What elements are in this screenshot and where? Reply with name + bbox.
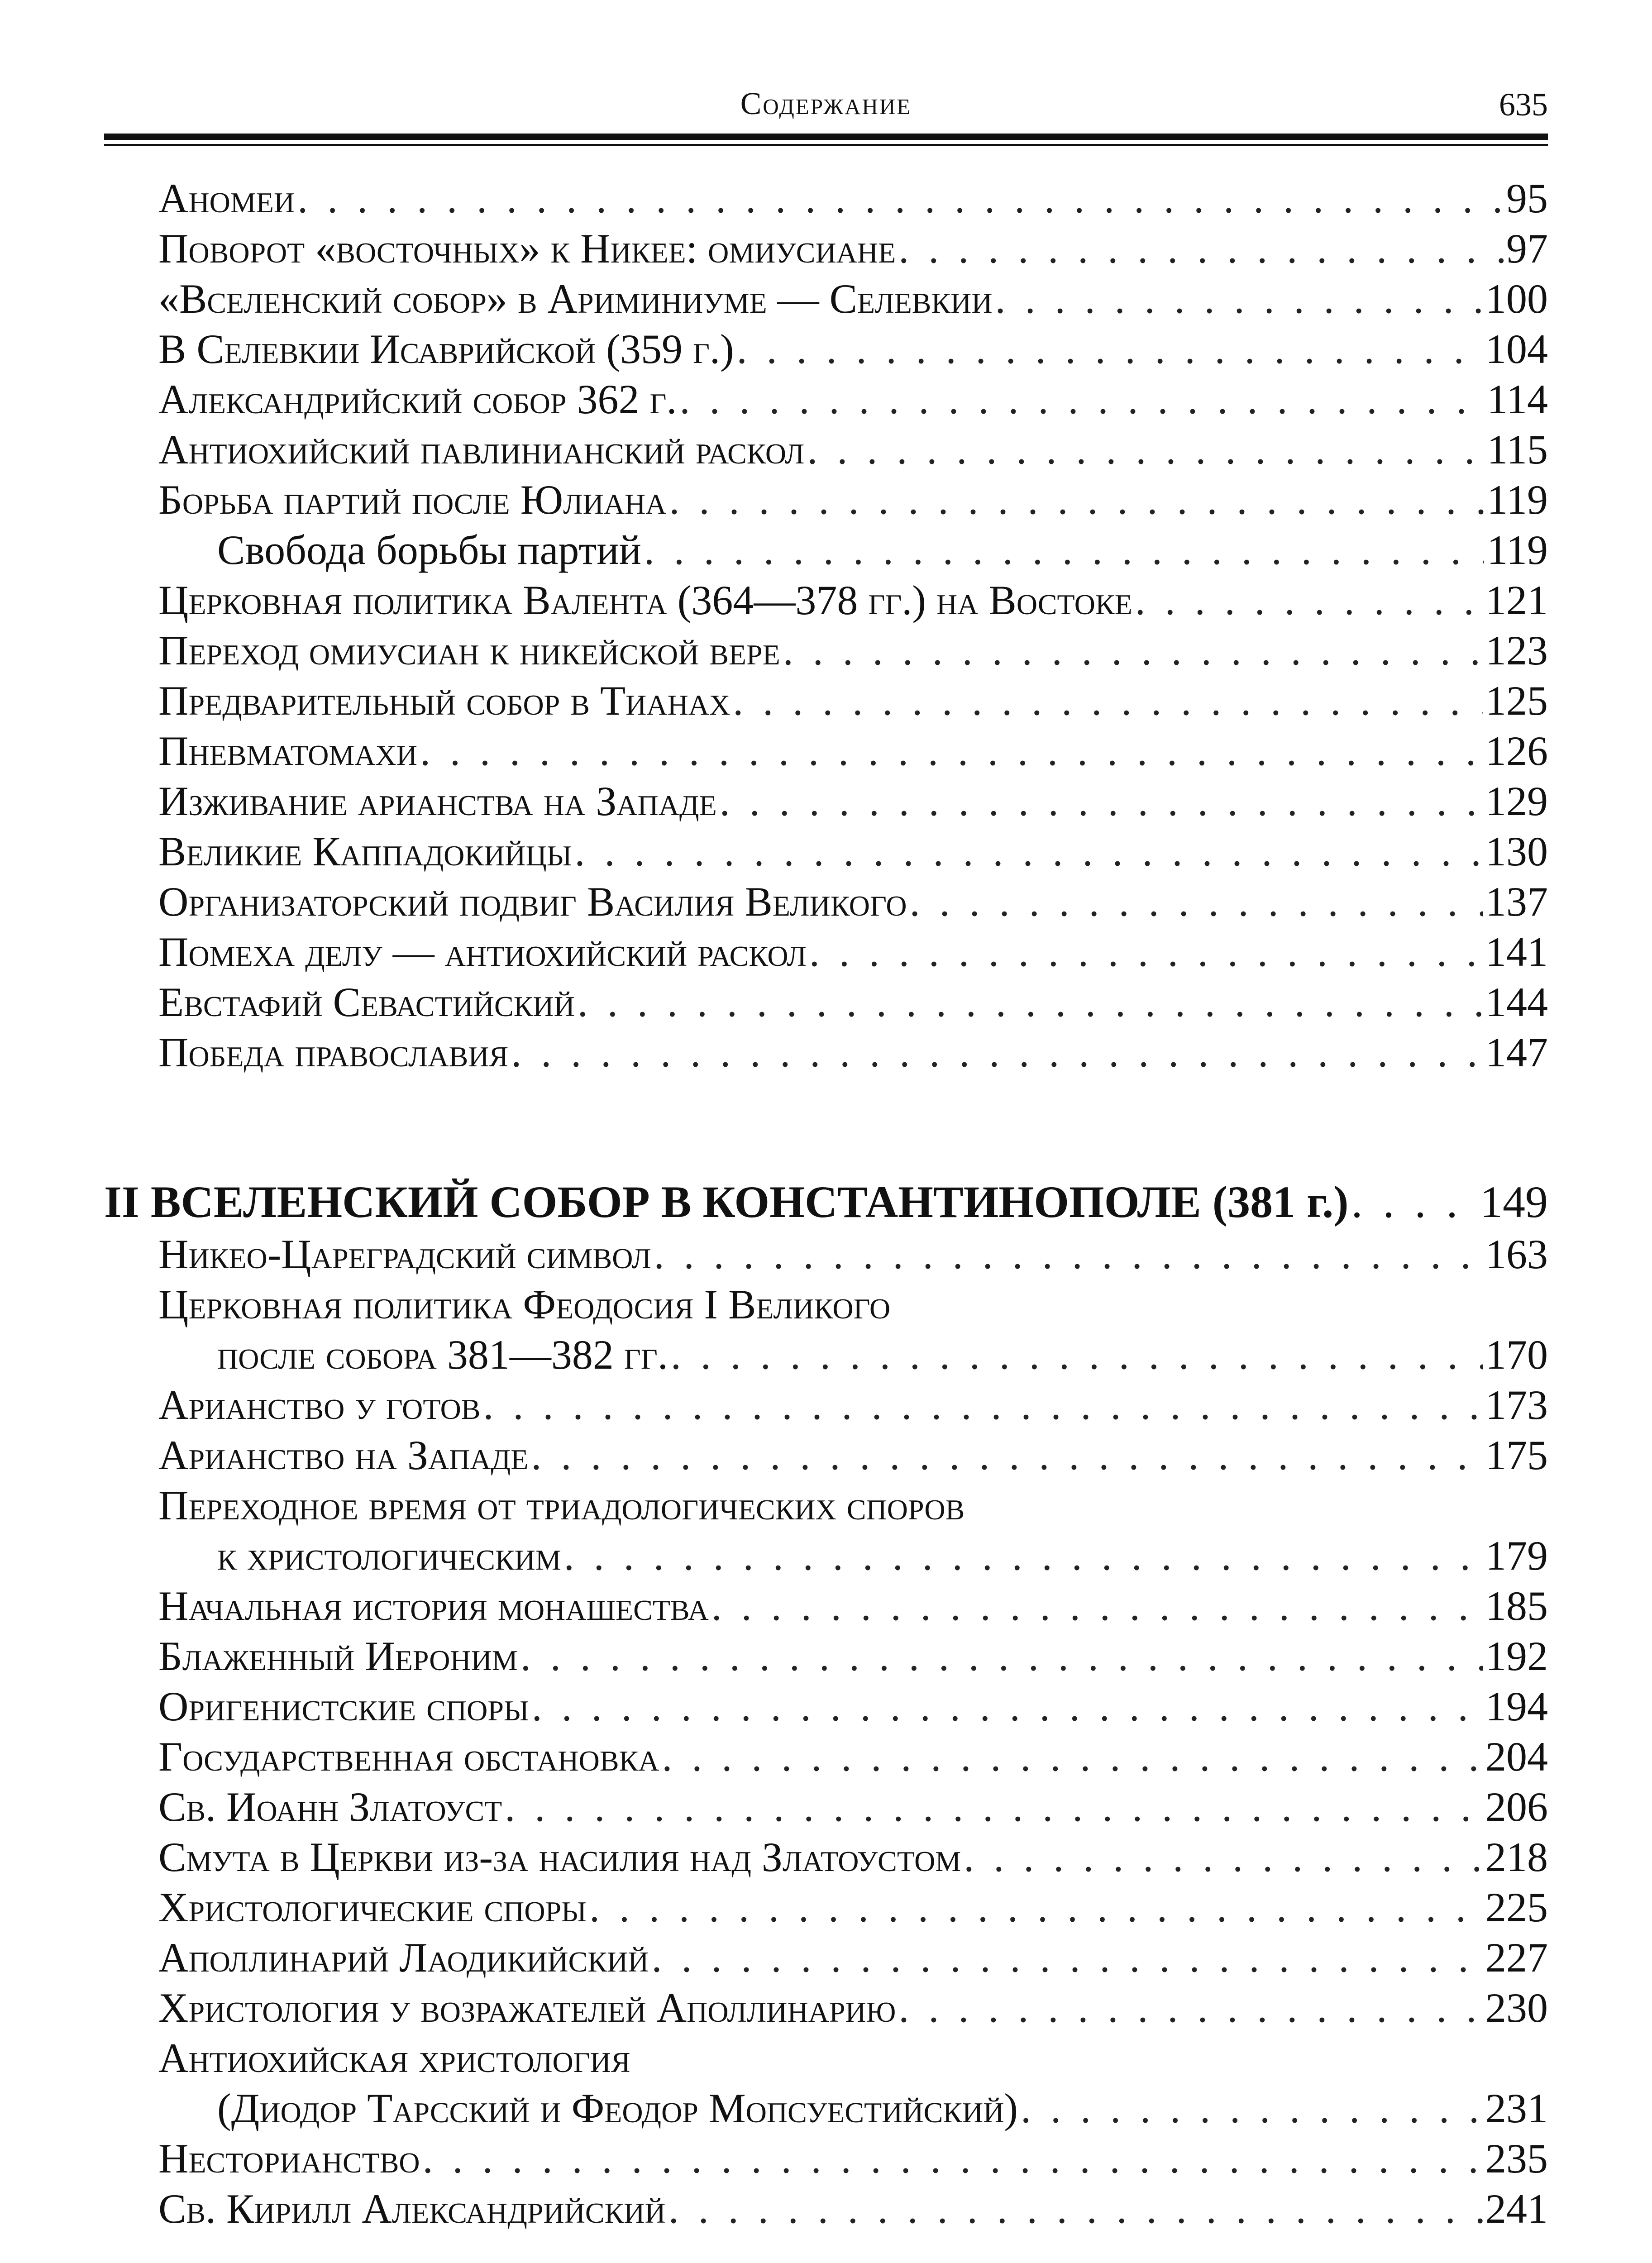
toc-entry-page: 114: [1487, 376, 1548, 422]
toc-entry-page: 119: [1487, 477, 1548, 523]
dot-leader: [737, 325, 1483, 373]
toc-entry[interactable]: [0, 1532, 1548, 1582]
toc-entry-title: «Вселенский собор» в Ариминиуме — Селевкии: [158, 276, 993, 322]
toc-entry-page: 230: [1485, 1985, 1548, 2031]
dot-leader: [898, 224, 1504, 272]
toc-entry-page: 147: [1485, 1029, 1548, 1075]
toc-section-b: [0, 1230, 1548, 2235]
page-header: [104, 77, 1548, 145]
toc-entry-title: Христологические споры: [158, 1884, 587, 1930]
toc-entry-page: 129: [1485, 778, 1548, 824]
toc-entry[interactable]: [0, 2185, 1548, 2235]
toc-entry-title: Помеха делу — антиохийский раскол: [158, 929, 807, 975]
toc-entry-page: 241: [1485, 2186, 1548, 2232]
toc-entry-title: Арианство у готов: [158, 1382, 481, 1428]
dot-leader: [505, 1783, 1483, 1831]
toc-entry-title: Несторианство: [158, 2135, 420, 2182]
toc-entry-page: 104: [1485, 326, 1548, 372]
toc-entry-page: 100: [1485, 276, 1548, 322]
dot-leader: [511, 1028, 1483, 1076]
toc-entry[interactable]: [0, 425, 1548, 476]
toc-entry-title: Евстафий Севастийский: [158, 979, 575, 1025]
toc-entry-title: Государственная обстановка: [158, 1733, 659, 1780]
toc-entry[interactable]: [0, 1783, 1548, 1833]
dot-leader: [520, 1632, 1483, 1680]
dot-leader: [964, 1833, 1483, 1881]
toc-entry[interactable]: [0, 275, 1548, 325]
toc-entry-title: Антиохийская христология: [158, 2035, 630, 2081]
running-head: Содержание: [740, 86, 912, 121]
dot-leader: [651, 1934, 1483, 1981]
header-rule-thin: [104, 144, 1548, 146]
chapter-heading[interactable]: [0, 1176, 1548, 1230]
toc-entry[interactable]: [0, 928, 1548, 978]
toc-entry[interactable]: [0, 1934, 1548, 1984]
toc-entry-page: 115: [1487, 426, 1548, 473]
toc-entry[interactable]: [0, 526, 1548, 576]
page-number: 635: [1499, 86, 1548, 123]
toc-entry-title: Изживание арианства на Западе: [158, 778, 717, 824]
toc-entry[interactable]: [0, 1381, 1548, 1431]
toc-entry-title: Антиохийский павлинианский раскол: [158, 426, 805, 473]
toc-entry[interactable]: [0, 978, 1548, 1028]
dot-leader: [711, 1582, 1483, 1630]
toc-entry-page: 227: [1485, 1934, 1548, 1981]
toc-entry-title: к христологическим: [217, 1533, 561, 1579]
dot-leader: [807, 425, 1484, 473]
toc-entry-title: Переходное время от триадологических споров: [158, 1482, 965, 1528]
toc-entry: [0, 2034, 1548, 2084]
dot-leader: [483, 1381, 1483, 1429]
toc-entry-page: 185: [1485, 1583, 1548, 1629]
toc-entry[interactable]: [0, 1833, 1548, 1883]
toc-entry[interactable]: [0, 2134, 1548, 2185]
toc-section-a: [0, 174, 1548, 1079]
toc-entry[interactable]: [0, 375, 1548, 425]
dot-leader: [733, 677, 1483, 725]
toc-entry[interactable]: [0, 1883, 1548, 1934]
dot-leader: [898, 1984, 1483, 2032]
toc-entry-title: Оригенистские споры: [158, 1683, 529, 1729]
toc-entry[interactable]: [0, 1582, 1548, 1632]
dot-leader: [1351, 1176, 1477, 1228]
dot-leader: [783, 626, 1483, 674]
toc-entry-title: Предварительный собор в Тианах: [158, 678, 731, 724]
toc-entry-page: 125: [1485, 678, 1548, 724]
toc-entry[interactable]: [0, 626, 1548, 677]
toc-entry-page: 123: [1485, 627, 1548, 673]
table-of-contents: [0, 174, 1548, 2235]
toc-entry-title: Церковная политика Валента (364—378 гг.) на Востоке: [158, 577, 1132, 623]
dot-leader: [662, 1733, 1483, 1781]
toc-entry-title: Св. Кирилл Александрийский: [158, 2186, 666, 2232]
header-rule-thick: [104, 134, 1548, 140]
toc-entry-title: после собора 381—382 гг.: [217, 1332, 668, 1378]
toc-entry-page: 95: [1506, 175, 1548, 221]
toc-entry-page: 137: [1485, 878, 1548, 925]
toc-entry-title: В Селевкии Исаврийской (359 г.): [158, 326, 734, 372]
toc-entry-title: Св. Иоанн Златоуст: [158, 1784, 502, 1830]
dot-leader: [668, 2185, 1483, 2233]
toc-entry-page: 204: [1485, 1733, 1548, 1780]
toc-entry-title: Борьба партий после Юлиана: [158, 477, 667, 523]
toc-entry[interactable]: [0, 727, 1548, 777]
toc-entry-page: 194: [1485, 1683, 1548, 1729]
toc-entry-title: Арианство на Западе: [158, 1432, 529, 1478]
dot-leader: [531, 1431, 1483, 1479]
toc-entry-title: Смута в Церкви из-за насилия над Златоустом: [158, 1834, 961, 1880]
toc-entry-page: 121: [1485, 577, 1548, 623]
toc-entry-page: 192: [1485, 1633, 1548, 1679]
dot-leader: [575, 827, 1483, 875]
toc-entry[interactable]: [0, 174, 1548, 224]
dot-leader: [680, 375, 1485, 423]
toc-entry-page: 235: [1485, 2135, 1548, 2182]
toc-entry-title: Аполлинарий Лаодикийский: [158, 1934, 649, 1981]
toc-entry-page: 231: [1485, 2085, 1548, 2131]
toc-entry-title: Христология у возражателей Аполлинарию: [158, 1985, 896, 2031]
toc-entry-title: Великие Каппадокийцы: [158, 828, 572, 874]
dot-leader: [671, 1331, 1483, 1379]
toc-entry-page: 97: [1506, 225, 1548, 272]
toc-entry-page: 175: [1485, 1432, 1548, 1478]
toc-entry-title: Победа православия: [158, 1029, 509, 1075]
toc-entry-page: 206: [1485, 1784, 1548, 1830]
toc-entry[interactable]: [0, 576, 1548, 626]
toc-entry[interactable]: [0, 1028, 1548, 1079]
dot-leader: [297, 174, 1504, 222]
toc-entry-title: Церковная политика Феодосия I Великого: [158, 1281, 891, 1327]
toc-entry-page: 225: [1485, 1884, 1548, 1930]
toc-entry-title: Переход омиусиан к никейской вере: [158, 627, 780, 673]
toc-entry-title: Организаторский подвиг Василия Великого: [158, 878, 907, 925]
toc-entry[interactable]: [0, 1431, 1548, 1481]
dot-leader: [420, 727, 1483, 775]
toc-entry[interactable]: [0, 878, 1548, 928]
dot-leader: [644, 526, 1485, 574]
dot-leader: [995, 275, 1483, 323]
toc-entry[interactable]: [0, 1984, 1548, 2034]
dot-leader: [1135, 576, 1483, 624]
dot-leader: [423, 2134, 1483, 2182]
dot-leader: [654, 1230, 1483, 1278]
toc-entry[interactable]: [0, 2084, 1548, 2134]
toc-entry-title: Поворот «восточных» к Никее: омиусиане: [158, 225, 896, 272]
toc-entry-title: (Диодор Тарсский и Феодор Мопсуестийский): [217, 2085, 1018, 2131]
dot-leader: [809, 928, 1483, 976]
toc-entry[interactable]: [0, 224, 1548, 275]
toc-entry-title: Аномеи: [158, 175, 295, 221]
toc-entry-page: 163: [1485, 1231, 1548, 1277]
toc-entry-title: Блаженный Иероним: [158, 1633, 518, 1679]
dot-leader: [589, 1883, 1483, 1931]
toc-entry-page: 179: [1485, 1533, 1548, 1579]
toc-entry[interactable]: [0, 325, 1548, 375]
toc-entry-page: 130: [1485, 828, 1548, 874]
toc-entry-title: Никео-Цареградский символ: [158, 1231, 651, 1277]
toc-entry-title: Александрийский собор 362 г.: [158, 376, 677, 422]
toc-entry[interactable]: [0, 476, 1548, 526]
dot-leader: [669, 476, 1485, 524]
toc-entry-page: 170: [1485, 1332, 1548, 1378]
toc-entry-page: 144: [1485, 979, 1548, 1025]
dot-leader: [1021, 2084, 1483, 2132]
toc-entry-page: 173: [1485, 1382, 1548, 1428]
toc-entry-page: 126: [1485, 728, 1548, 774]
dot-leader: [532, 1682, 1483, 1730]
toc-entry-title: Пневматомахи: [158, 728, 417, 774]
toc-entry[interactable]: [0, 777, 1548, 827]
chapter-page: 149: [1480, 1177, 1548, 1227]
toc-entry[interactable]: [0, 1331, 1548, 1381]
toc-entry: [0, 1481, 1548, 1532]
toc-entry[interactable]: [0, 1632, 1548, 1682]
toc-entry[interactable]: [0, 677, 1548, 727]
dot-leader: [910, 878, 1483, 926]
toc-entry: [0, 1280, 1548, 1331]
toc-entry[interactable]: [0, 1682, 1548, 1733]
toc-entry-title: Свобода борьбы партий: [217, 527, 641, 573]
dot-leader: [578, 978, 1483, 1026]
toc-entry-title: Начальная история монашества: [158, 1583, 709, 1629]
toc-entry[interactable]: [0, 1733, 1548, 1783]
toc-entry[interactable]: [0, 1230, 1548, 1280]
chapter-title: II ВСЕЛЕНСКИЙ СОБОР В КОНСТАНТИНОПОЛЕ (381 г.): [104, 1177, 1349, 1227]
dot-leader: [564, 1532, 1483, 1580]
toc-entry-page: 119: [1487, 527, 1548, 573]
toc-entry[interactable]: [0, 827, 1548, 878]
toc-entry-page: 141: [1485, 929, 1548, 975]
dot-leader: [720, 777, 1483, 825]
toc-entry-page: 218: [1485, 1834, 1548, 1880]
